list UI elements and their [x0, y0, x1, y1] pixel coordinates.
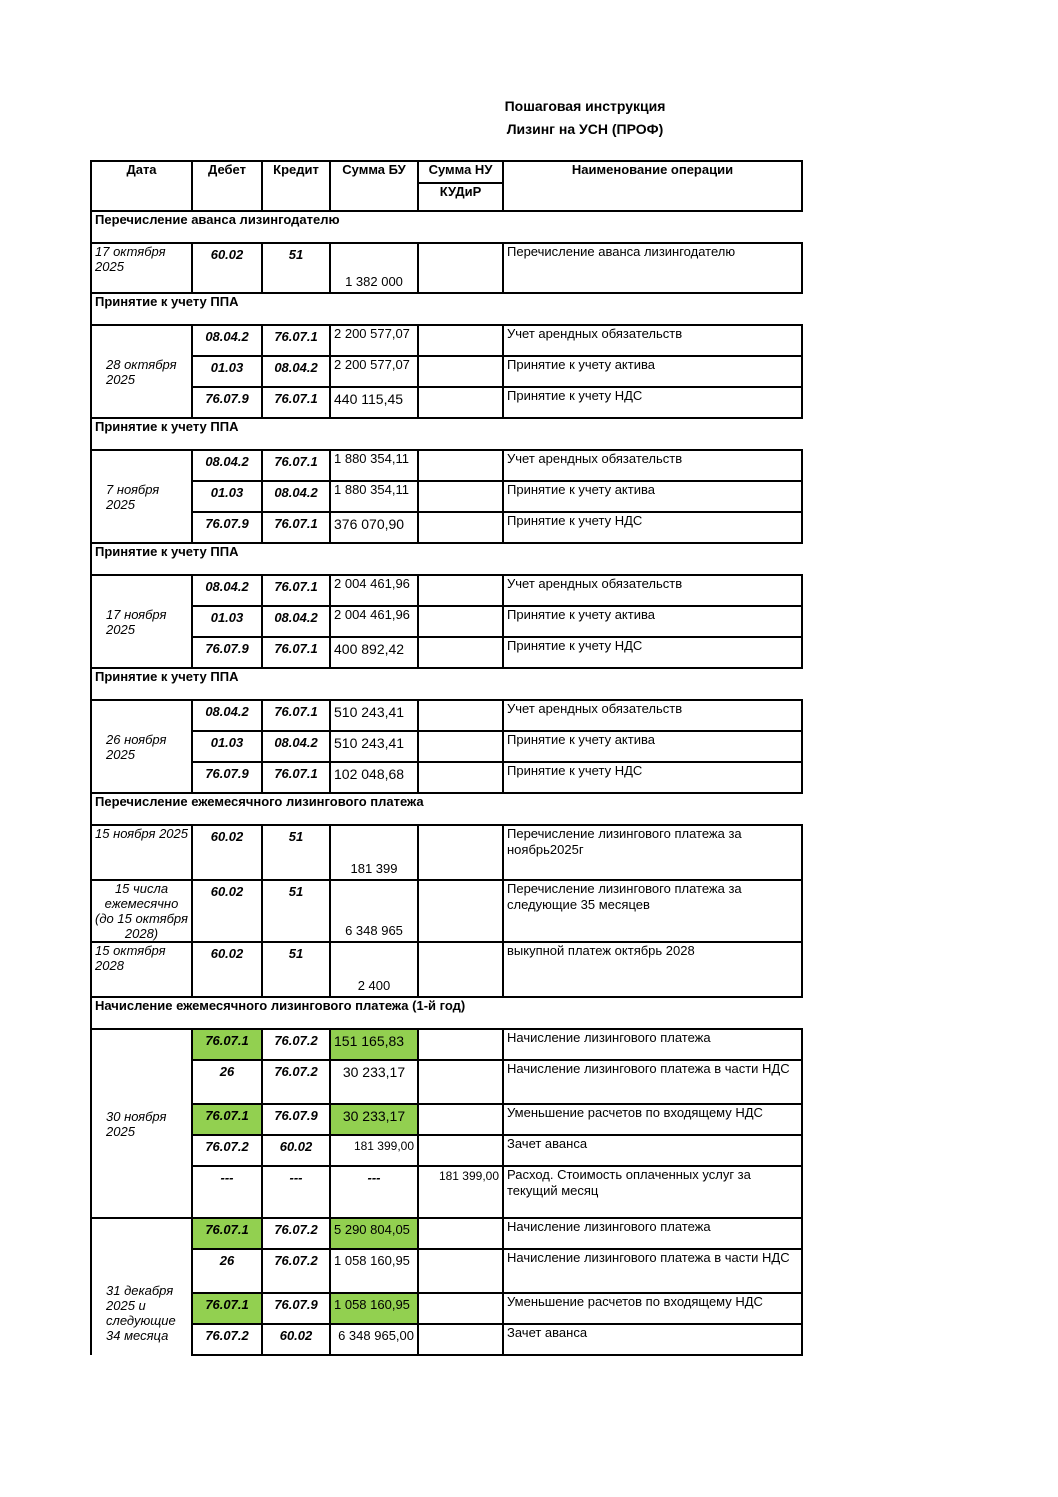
table-row — [91, 1104, 802, 1135]
operation-name: Принятие к учету НДС — [503, 512, 802, 543]
operation-name: Принятие к учету актива — [503, 481, 802, 512]
sum-nu — [418, 387, 503, 418]
entry-date: 17 октября 2025 — [91, 243, 192, 293]
col-operation-header: Наименование операции — [503, 161, 802, 211]
operation-name: Начисление лизингового платежа — [503, 1029, 802, 1060]
sum-bu: 2 400 — [330, 942, 418, 997]
section-header — [91, 418, 802, 450]
debit-account: 76.07.9 — [192, 762, 262, 793]
entry-date: 26 ноября 2025 — [91, 700, 192, 793]
sum-bu: 1 058 160,95 — [330, 1249, 418, 1293]
debit-account: 01.03 — [192, 606, 262, 637]
credit-account: 76.07.2 — [262, 1060, 330, 1104]
debit-account: 76.07.2 — [192, 1324, 262, 1355]
table-row — [91, 481, 802, 512]
operation-name: Перечисление лизингового платежа за ноябрь2025г — [503, 825, 802, 880]
sum-bu: 376 070,90 — [330, 512, 418, 543]
credit-account: 76.07.2 — [262, 1218, 330, 1249]
entry-date: 15 октября 2028 — [91, 942, 192, 997]
debit-account: 60.02 — [192, 942, 262, 997]
entry-date: 17 ноября 2025 — [91, 575, 192, 668]
debit-account: 08.04.2 — [192, 575, 262, 606]
table-row — [91, 575, 802, 606]
section-header — [91, 997, 802, 1029]
table-row — [91, 387, 802, 418]
ledger-table — [90, 160, 803, 1356]
sum-bu: 6 348 965,00 — [330, 1324, 418, 1355]
table-row — [91, 1324, 802, 1355]
operation-name: Принятие к учету НДС — [503, 762, 802, 793]
credit-account: 08.04.2 — [262, 606, 330, 637]
document-title: Пошаговая инструкция — [504, 98, 666, 114]
sum-bu: 1 880 354,11 — [330, 481, 418, 512]
operation-name: Начисление лизингового платежа в части НДС — [503, 1060, 802, 1104]
operation-name: Расход. Стоимость оплаченных услуг за текущий месяц — [503, 1166, 802, 1218]
sum-bu: 2 004 461,96 — [330, 575, 418, 606]
operation-name: Зачет аванса — [503, 1135, 802, 1166]
table-row — [91, 1135, 802, 1166]
sum-nu — [418, 637, 503, 668]
section-header — [91, 293, 802, 325]
col-sum-bu-header: Сумма БУ — [330, 161, 418, 211]
section-title: Начисление ежемесячного лизингового платежа (1-й год) — [91, 997, 802, 1029]
operation-name: Принятие к учету НДС — [503, 387, 802, 418]
sum-bu: 5 290 804,05 — [330, 1218, 418, 1249]
credit-account: --- — [262, 1166, 330, 1218]
credit-account: 76.07.1 — [262, 512, 330, 543]
sum-nu — [418, 512, 503, 543]
operation-name: Принятие к учету НДС — [503, 637, 802, 668]
sum-bu: 2 200 577,07 — [330, 356, 418, 387]
sum-nu — [418, 450, 503, 481]
credit-account: 76.07.1 — [262, 575, 330, 606]
credit-account: 76.07.1 — [262, 762, 330, 793]
table-row — [91, 637, 802, 668]
sum-bu: 151 165,83 — [330, 1029, 418, 1060]
operation-name: Зачет аванса — [503, 1324, 802, 1355]
debit-account: 26 — [192, 1249, 262, 1293]
debit-account: 08.04.2 — [192, 325, 262, 356]
credit-account: 51 — [262, 942, 330, 997]
debit-account: 01.03 — [192, 731, 262, 762]
sum-bu: 440 115,45 — [330, 387, 418, 418]
operation-name: Начисление лизингового платежа в части НДС — [503, 1249, 802, 1293]
operation-name: Принятие к учету актива — [503, 356, 802, 387]
debit-account: 76.07.1 — [192, 1293, 262, 1324]
sum-nu — [418, 1104, 503, 1135]
table-row — [91, 325, 802, 356]
sum-bu: 30 233,17 — [330, 1104, 418, 1135]
sum-nu — [418, 1324, 503, 1355]
credit-account: 76.07.1 — [262, 325, 330, 356]
debit-account: 76.07.9 — [192, 512, 262, 543]
credit-account: 76.07.1 — [262, 637, 330, 668]
credit-account: 60.02 — [262, 1324, 330, 1355]
section-title: Перечисление аванса лизингодателю — [91, 211, 802, 243]
operation-name: выкупной платеж октябрь 2028 — [503, 942, 802, 997]
entry-date: 7 ноября 2025 — [91, 450, 192, 543]
table-row — [91, 942, 802, 997]
credit-account: 08.04.2 — [262, 481, 330, 512]
entry-date: 28 октября 2025 — [91, 325, 192, 418]
credit-account: 51 — [262, 243, 330, 293]
credit-account: 60.02 — [262, 1135, 330, 1166]
section-header — [91, 793, 802, 825]
credit-account: 08.04.2 — [262, 731, 330, 762]
sum-nu — [418, 1249, 503, 1293]
credit-account: 51 — [262, 825, 330, 880]
section-title: Принятие к учету ППА — [91, 418, 802, 450]
debit-account: 76.07.9 — [192, 637, 262, 668]
sum-nu — [418, 880, 503, 942]
sum-nu — [418, 942, 503, 997]
credit-account: 76.07.9 — [262, 1104, 330, 1135]
operation-name: Уменьшение расчетов по входящему НДС — [503, 1104, 802, 1135]
operation-name: Перечисление лизингового платежа за следующие 35 месяцев — [503, 880, 802, 942]
sum-nu — [418, 731, 503, 762]
sum-nu — [418, 606, 503, 637]
credit-account: 76.07.9 — [262, 1293, 330, 1324]
operation-name: Учет арендных обязательств — [503, 450, 802, 481]
debit-account: 01.03 — [192, 356, 262, 387]
section-header — [91, 543, 802, 575]
operation-name: Перечисление аванса лизингодателю — [503, 243, 802, 293]
sum-bu: 510 243,41 — [330, 700, 418, 731]
credit-account: 76.07.2 — [262, 1249, 330, 1293]
operation-name: Начисление лизингового платежа — [503, 1218, 802, 1249]
operation-name: Принятие к учету актива — [503, 731, 802, 762]
sum-bu: 1 058 160,95 — [330, 1293, 418, 1324]
debit-account: 01.03 — [192, 481, 262, 512]
section-title: Принятие к учету ППА — [91, 668, 802, 700]
section-title: Принятие к учету ППА — [91, 543, 802, 575]
sum-bu: 181 399 — [330, 825, 418, 880]
sum-nu — [418, 762, 503, 793]
table-row — [91, 512, 802, 543]
table-row — [91, 1293, 802, 1324]
entry-date: 15 числа ежемесячно (до 15 октября 2028) — [91, 880, 192, 942]
credit-account: 76.07.1 — [262, 700, 330, 731]
col-sum-nu-header: Сумма НУ — [418, 161, 503, 183]
table-row — [91, 1060, 802, 1104]
credit-account: 51 — [262, 880, 330, 942]
sum-nu — [418, 481, 503, 512]
col-credit-header: Кредит — [262, 161, 330, 211]
debit-account: 76.07.1 — [192, 1104, 262, 1135]
sum-nu — [418, 1135, 503, 1166]
debit-account: 76.07.1 — [192, 1029, 262, 1060]
table-row — [91, 1029, 802, 1060]
credit-account: 76.07.1 — [262, 450, 330, 481]
sum-nu — [418, 1029, 503, 1060]
entry-date: 31 декабря 2025 и следующие 34 месяца — [91, 1218, 192, 1355]
table-row — [91, 1249, 802, 1293]
operation-name: Принятие к учету актива — [503, 606, 802, 637]
sum-nu — [418, 325, 503, 356]
sum-bu: 1 880 354,11 — [330, 450, 418, 481]
sum-bu: 102 048,68 — [330, 762, 418, 793]
sum-bu: 1 382 000 — [330, 243, 418, 293]
sum-nu — [418, 243, 503, 293]
sum-nu — [418, 1218, 503, 1249]
sum-bu: 2 004 461,96 — [330, 606, 418, 637]
table-row — [91, 700, 802, 731]
debit-account: 76.07.9 — [192, 387, 262, 418]
debit-account: 08.04.2 — [192, 450, 262, 481]
sum-nu — [418, 825, 503, 880]
sum-bu: 6 348 965 — [330, 880, 418, 942]
debit-account: 76.07.2 — [192, 1135, 262, 1166]
credit-account: 76.07.1 — [262, 387, 330, 418]
debit-account: 60.02 — [192, 825, 262, 880]
debit-account: 60.02 — [192, 243, 262, 293]
sum-bu: 30 233,17 — [330, 1060, 418, 1104]
table-row — [91, 356, 802, 387]
operation-name: Учет арендных обязательств — [503, 575, 802, 606]
sum-nu — [418, 700, 503, 731]
credit-account: 76.07.2 — [262, 1029, 330, 1060]
credit-account: 08.04.2 — [262, 356, 330, 387]
col-kudir-header: КУДиР — [418, 183, 503, 211]
operation-name: Учет арендных обязательств — [503, 700, 802, 731]
table-row — [91, 1218, 802, 1249]
table-row — [91, 606, 802, 637]
section-title: Принятие к учету ППА — [91, 293, 802, 325]
table-row — [91, 1166, 802, 1218]
sum-nu — [418, 1060, 503, 1104]
sum-bu: 2 200 577,07 — [330, 325, 418, 356]
table-row — [91, 450, 802, 481]
table-row — [91, 825, 802, 880]
entry-date: 15 ноября 2025 — [91, 825, 192, 880]
section-header — [91, 211, 802, 243]
col-debit-header: Дебет — [192, 161, 262, 211]
sum-nu: 181 399,00 — [418, 1166, 503, 1218]
debit-account: 60.02 — [192, 880, 262, 942]
section-title: Перечисление ежемесячного лизингового платежа — [91, 793, 802, 825]
sum-bu: 400 892,42 — [330, 637, 418, 668]
sum-bu: 510 243,41 — [330, 731, 418, 762]
debit-account: 08.04.2 — [192, 700, 262, 731]
section-header — [91, 668, 802, 700]
sum-nu — [418, 356, 503, 387]
table-row — [91, 762, 802, 793]
debit-account: 26 — [192, 1060, 262, 1104]
header-row — [91, 161, 802, 183]
sum-bu: 181 399,00 — [330, 1135, 418, 1166]
sum-nu — [418, 1293, 503, 1324]
col-date-header: Дата — [91, 161, 192, 211]
operation-name: Учет арендных обязательств — [503, 325, 802, 356]
sum-bu: --- — [330, 1166, 418, 1218]
document-subtitle: Лизинг на УСН (ПРОФ) — [506, 121, 664, 137]
debit-account: 76.07.1 — [192, 1218, 262, 1249]
sum-nu — [418, 575, 503, 606]
entry-date: 30 ноября 2025 — [91, 1029, 192, 1218]
table-row — [91, 731, 802, 762]
operation-name: Уменьшение расчетов по входящему НДС — [503, 1293, 802, 1324]
debit-account: --- — [192, 1166, 262, 1218]
table-row — [91, 880, 802, 942]
table-row — [91, 243, 802, 293]
